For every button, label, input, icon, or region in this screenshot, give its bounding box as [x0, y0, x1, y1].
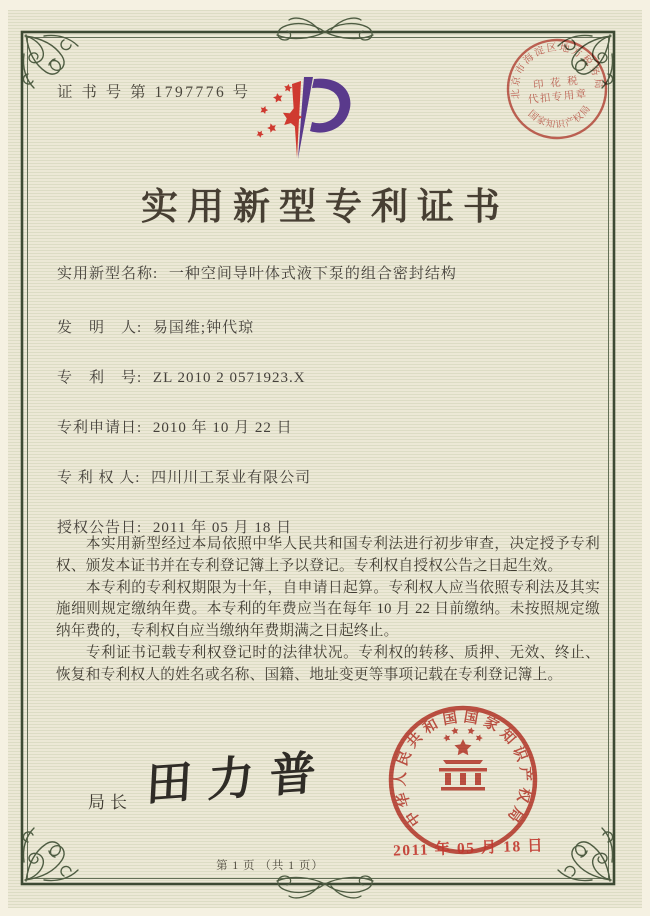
field-label: 授权公告日:	[57, 520, 143, 536]
national-emblem-icon	[439, 727, 487, 791]
field-value: 一种空间导叶体式液下泵的组合密封结构	[168, 266, 457, 282]
page-footer: 第 1 页 （共 1 页）	[216, 860, 324, 872]
field-row-patentee	[57, 466, 612, 487]
sipo-seal-ring-text: 中华人民共和国国家知识产权局	[392, 709, 534, 829]
director-label: 局长	[88, 793, 132, 812]
field-row-name	[57, 262, 612, 283]
field-label: 专 利 权 人:	[57, 470, 141, 486]
tax-stamp-seal	[498, 30, 616, 148]
field-label: 专 利 号:	[57, 370, 143, 386]
tax-seal-center-line2: 代扣专用章	[527, 88, 589, 107]
certificate-number: 证 书 号 第 1797776 号	[57, 84, 251, 101]
field-list	[57, 262, 612, 566]
director-signature: 田力普	[144, 746, 333, 811]
certificate-title: 实用新型专利证书	[141, 187, 509, 228]
body-paragraph: 本专利的专利权期限为十年，自申请日起算。专利权人应当依照专利法及其实施细则规定缴纳年费。本专利的年费应当在每年 10 月 22 日前缴纳。未按照规定缴纳年费的，专利权自应当缴纳年费期满之日起终止。	[56, 579, 600, 640]
field-row-patent-number	[57, 366, 612, 387]
sipo-logo-icon	[248, 72, 368, 167]
field-label: 实用新型名称:	[57, 266, 159, 282]
field-row-inventor	[57, 316, 612, 337]
body-paragraph: 本实用新型经过本局依照中华人民共和国专利法进行初步审查，决定授予专利权、颁发本证书并在专利登记簿上予以登记。专利权自授权公告之日起生效。	[56, 536, 600, 574]
field-label: 发 明 人:	[57, 320, 143, 336]
field-value: 易国维;钟代琼	[152, 320, 255, 336]
field-value: 四川川工泵业有限公司	[151, 470, 312, 486]
field-label: 专利申请日:	[57, 420, 143, 436]
field-value: ZL 2010 2 0571923.X	[152, 370, 306, 386]
tax-seal-arc-top: 北京市海淀区地方税务局	[510, 42, 604, 100]
field-value: 2010 年 10 月 22 日	[152, 420, 293, 436]
legal-text	[56, 534, 600, 687]
body-paragraph: 专利证书记载专利权登记时的法律状况。专利权的转移、质押、无效、终止、恢复和专利权人的姓名或名称、国籍、地址变更等事项记载在专利登记簿上。	[56, 644, 600, 683]
field-value: 2011 年 05 月 18 日	[152, 520, 293, 536]
tax-seal-center-line1: 印 花 税	[532, 75, 581, 92]
grant-date-stamp: 2011 年 05 月 18 日	[392, 837, 545, 860]
tax-seal-arc-bottom: 国家知识产权局	[525, 103, 594, 131]
field-row-filing-date	[57, 416, 612, 437]
svg-text:北京市海淀区地方税务局	[504, 36, 605, 100]
